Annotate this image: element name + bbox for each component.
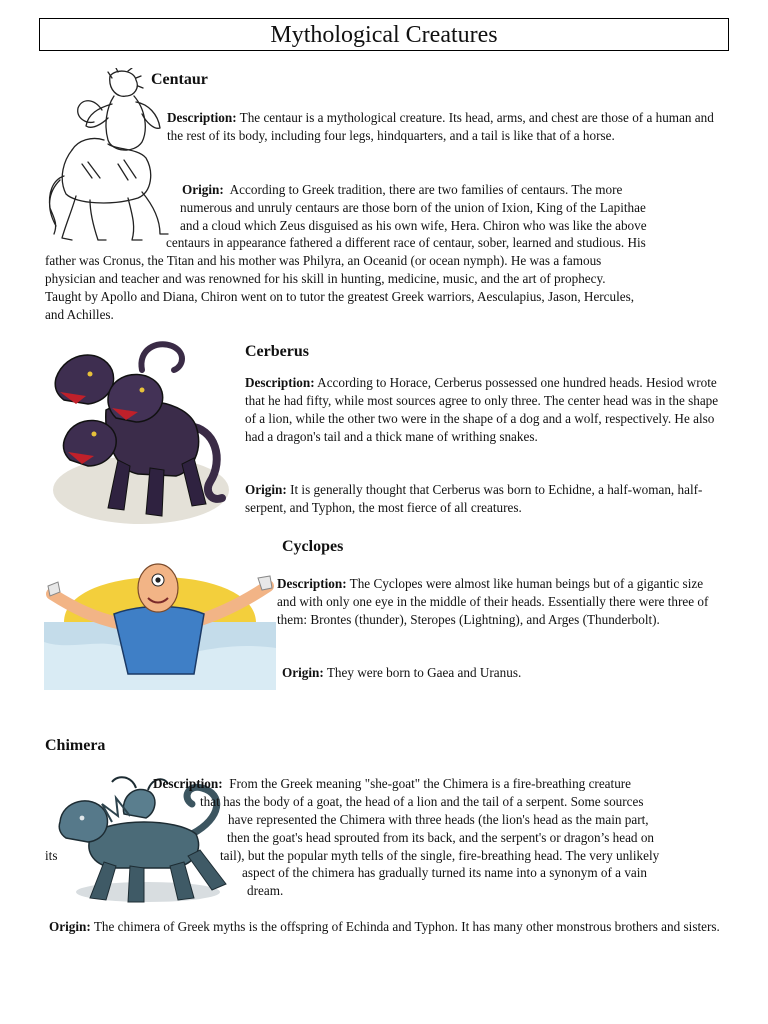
chimera-description-line: aspect of the chimera has gradually turned its name into a synonym of a vain	[242, 865, 648, 880]
centaur-origin-line: Taught by Apollo and Diana, Chiron went on to tutor the greatest Greek warriors, Aesculapius, Jason, Hercules,	[45, 289, 635, 304]
cerberus-origin-text: It is generally thought that Cerberus was born to Echidne, a half-woman, half-serpent, and Typhon, the most fierce of all creatures.	[245, 482, 703, 515]
cerberus-description-text: According to Horace, Cerberus possessed one hundred heads. Hesiod wrote that he had fifty, while most sources agree to only three. The center head was in the shape of a lion, while the other two were in the shape of a dog and a wolf, respectively. He also had a dragon's tail and a thick mane of writhing snakes.	[245, 375, 719, 444]
chimera-heading: Chimera	[45, 737, 106, 754]
cyclopes-origin-text: They were born to Gaea and Uranus.	[326, 665, 522, 680]
centaur-heading: Centaur	[151, 71, 208, 88]
origin-label: Origin:	[245, 482, 287, 497]
description-label: Description:	[277, 576, 347, 591]
cyclopes-heading: Cyclopes	[282, 538, 344, 555]
chimera-description-line: dream.	[247, 883, 284, 898]
chimera-origin-text: The chimera of Greek myths is the offspring of Echinda and Typhon. It has many other monstrous brothers and sisters.	[93, 919, 720, 934]
cyclopes-description	[277, 575, 717, 629]
centaur-origin-line: and a cloud which Zeus disguised as his own wife, Hera. Chiron who was like the above	[180, 218, 647, 233]
centaur-origin-line: According to Greek tradition, there are two families of centaurs. The more	[229, 182, 623, 197]
cerberus-description	[245, 374, 723, 446]
cerberus-illustration	[46, 340, 236, 536]
cyclopes-description-text: The Cyclopes were almost like human beings but of a gigantic size and with only one eye in the middle of their heads. Essentially there were three of them: Brontes (thunder), Steropes (Lightning), and Arges (Thunderbolt).	[277, 576, 709, 627]
chimera-description-line: that has the body of a goat, the head of a lion and the tail of a serpent. Some sources	[200, 794, 644, 809]
chimera-description-its: its	[45, 848, 58, 863]
centaur-illustration	[42, 68, 172, 246]
cerberus-heading: Cerberus	[245, 343, 309, 360]
chimera-description-line: tail), but the popular myth tells of the single, fire-breathing head. The very unlikely	[220, 848, 660, 863]
page-title: Mythological Creatures	[39, 18, 729, 51]
cyclopes-origin	[282, 664, 702, 682]
centaur-description	[167, 109, 723, 145]
centaur-origin-line: father was Cronus, the Titan and his mother was Philyra, an Oceanid (or ocean nymph). He was a famous	[45, 253, 602, 268]
centaur-origin-line: numerous and unruly centaurs are those born of the union of Ixion, King of the Lapithae	[180, 200, 646, 215]
origin-label: Origin:	[49, 919, 91, 934]
description-label: Description:	[167, 110, 237, 125]
chimera-origin	[45, 918, 725, 936]
centaur-description-text: The centaur is a mythological creature. Its head, arms, and chest are those of a human and the rest of its body, including four legs, hindquarters, and a tail is like that of a horse.	[167, 110, 714, 143]
centaur-origin-line: and Achilles.	[45, 307, 114, 322]
origin-label: Origin:	[282, 665, 324, 680]
centaur-origin-line: physician and teacher and was renowned for his skill in hunting, medicine, music, and the art of prophecy.	[45, 271, 606, 286]
chimera-description-line: have represented the Chimera with three heads (the lion's head as the main part,	[228, 812, 649, 827]
chimera-description-line: then the goat's head sprouted from its back, and the serpent's or dragon’s head on	[227, 830, 655, 845]
description-label: Description:	[153, 776, 223, 791]
chimera-description-line: From the Greek meaning "she-goat" the Chimera is a fire-breathing creature	[229, 776, 632, 791]
description-label: Description:	[245, 375, 315, 390]
origin-label: Origin:	[182, 182, 224, 197]
cyclops-illustration	[44, 542, 276, 690]
centaur-origin-line: centaurs in appearance fathered a different race of centaur, sober, learned and studious. His	[166, 235, 646, 250]
cerberus-origin	[245, 481, 705, 517]
